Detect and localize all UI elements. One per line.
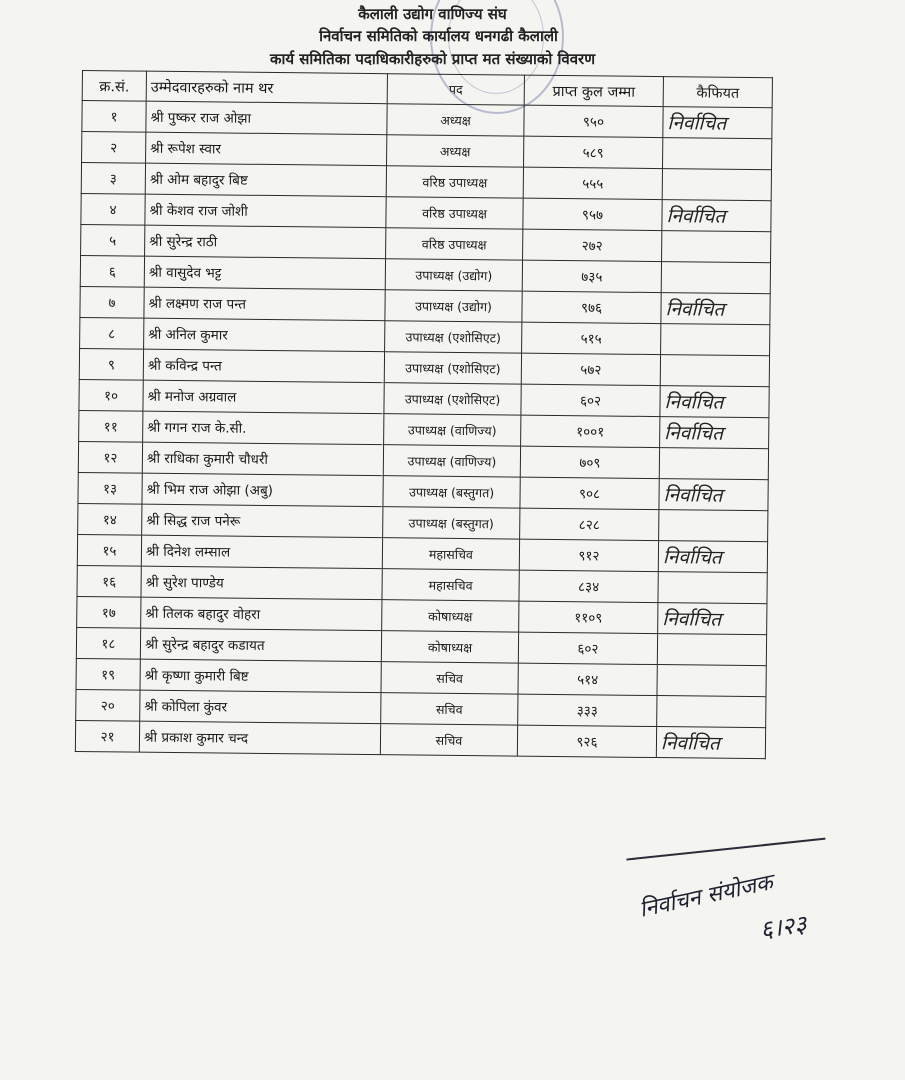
cell-name: श्री ओम बहादुर बिष्ट [145,163,386,197]
cell-votes: ५५५ [523,167,662,199]
results-table [75,70,773,759]
cell-sn: १८ [76,627,140,659]
cell-remark [661,262,770,294]
cell-post: उपाध्यक्ष (एशोसिएट) [385,321,522,353]
cell-votes: ५१४ [518,663,657,695]
cell-name: श्री लक्ष्मण राज पन्त [144,287,385,321]
committee-title: निर्वाचन समितिको कार्यालय धनगढी कैलाली [319,27,558,45]
cell-sn: २० [76,689,140,721]
header-votes: प्राप्त कुल जम्मा [524,75,663,106]
cell-name: श्री अनिल कुमार [144,318,385,352]
cell-sn: १ [82,101,146,133]
cell-votes: ६०२ [521,384,660,416]
cell-post: उपाध्यक्ष (एशोसिएट) [384,352,521,384]
cell-post: सचिव [380,724,517,756]
cell-name: श्री केशव राज जोशी [145,194,386,228]
cell-remark: निर्वाचित [660,417,769,449]
cell-post: उपाध्यक्ष (वाणिज्य) [383,445,520,477]
signature-title: निर्वाचन संयोजक [637,870,775,923]
cell-name: श्री राधिका कुमारी चौधरी [142,442,383,476]
cell-votes: ११०९ [519,601,658,633]
cell-remark [659,510,768,542]
cell-name: श्री सिद्ध राज पनेरू [142,504,383,538]
cell-votes: ९५७ [523,198,662,230]
cell-name: श्री कोपिला कुंवर [140,690,381,724]
cell-votes: ५८९ [524,136,663,168]
cell-sn: ५ [81,224,145,256]
header-remarks: कैफियत [663,77,772,108]
cell-remark: निर्वाचित [660,386,769,418]
header-sn: क्र.सं. [82,71,146,102]
cell-remark: निर्वाचित [661,293,770,325]
cell-remark [661,324,770,356]
cell-sn: ७ [80,286,144,318]
cell-votes: ६०२ [518,632,657,664]
cell-sn: १९ [76,658,140,690]
cell-post: महासचिव [382,538,519,570]
cell-name: श्री कविन्द्र पन्त [143,349,384,383]
cell-votes: ९५० [524,105,663,137]
cell-sn: ९ [79,348,143,380]
cell-post: महासचिव [382,569,519,601]
cell-votes: ८३४ [519,570,658,602]
document-title: कार्य समितिका पदाधिकारीहरुको प्राप्त मत संख्याको विवरण [269,50,596,68]
cell-votes: ९७६ [522,291,661,323]
cell-remark [662,169,771,201]
cell-post: अध्यक्ष [387,104,524,136]
cell-remark [659,448,768,480]
cell-sn: ३ [81,163,145,195]
cell-sn: १४ [78,503,142,535]
cell-votes: ५७२ [521,353,660,385]
cell-remark [657,634,766,666]
cell-name: श्री प्रकाश कुमार चन्द [139,721,380,755]
cell-post: सचिव [381,693,518,725]
cell-name: श्री वासुदेव भट्ट [144,256,385,290]
cell-votes: ३३३ [518,694,657,726]
signature-date: ६।२३ [758,909,809,945]
cell-remark: निर्वाचित [659,479,768,511]
cell-post: अध्यक्ष [387,135,524,167]
org-title: कैलाली उद्योग वाणिज्य संघ [358,5,507,23]
cell-votes: १००१ [521,415,660,447]
cell-votes: ७०९ [520,446,659,478]
cell-post: उपाध्यक्ष (उद्योग) [385,259,522,291]
cell-votes: ९१२ [519,539,658,571]
cell-name: श्री सुरेन्द्र राठी [145,225,386,259]
cell-name: श्री कृष्णा कुमारी बिष्ट [140,659,381,693]
cell-votes: २७२ [523,229,662,261]
cell-remark [662,231,771,263]
cell-votes: ८२८ [520,508,659,540]
cell-sn: ४ [81,193,145,225]
cell-sn: ६ [80,255,144,287]
cell-name: श्री भिम राज ओझा (अबु) [142,473,383,507]
cell-remark: निर्वाचित [663,107,772,139]
cell-votes: ९०८ [520,477,659,509]
cell-remark: निर्वाचित [658,603,767,635]
cell-post: उपाध्यक्ष (एशोसिएट) [384,383,521,415]
table-row [75,720,765,758]
cell-votes: ९२६ [517,725,656,757]
cell-name: श्री गगन राज के.सी. [143,411,384,445]
cell-sn: २१ [75,720,139,752]
cell-sn: १२ [78,441,142,473]
cell-remark [658,572,767,604]
cell-post: उपाध्यक्ष (बस्तुगत) [383,507,520,539]
cell-remark [662,138,771,170]
cell-name: श्री मनोज अग्रवाल [143,380,384,414]
cell-name: श्री दिनेश लम्साल [141,535,382,569]
cell-remark: निर्वाचित [658,541,767,573]
cell-name: श्री सुरेश पाण्डेय [141,566,382,600]
cell-remark [660,355,769,387]
cell-post: वरिष्ठ उपाध्यक्ष [386,228,523,260]
cell-name: श्री रूपेश स्वार [146,132,387,166]
cell-sn: १३ [78,472,142,504]
cell-sn: ८ [80,317,144,349]
cell-sn: १० [79,379,143,411]
cell-name: श्री सुरेन्द्र बहादुर कडायत [140,628,381,662]
cell-post: कोषाध्यक्ष [381,631,518,663]
header-name: उम्मेदवारहरुको नाम थर [146,71,387,104]
cell-post: सचिव [381,662,518,694]
cell-post: उपाध्यक्ष (उद्योग) [385,290,522,322]
cell-post: उपाध्यक्ष (बस्तुगत) [383,476,520,508]
cell-sn: १६ [77,565,141,597]
cell-votes: ५१५ [522,322,661,354]
cell-remark: निर्वाचित [662,200,771,232]
cell-sn: १५ [77,534,141,566]
cell-post: वरिष्ठ उपाध्यक्ष [386,197,523,229]
header-post: पद [387,74,524,105]
cell-post: उपाध्यक्ष (वाणिज्य) [384,414,521,446]
cell-name: श्री पुष्कर राज ओझा [146,101,387,135]
cell-remark: निर्वाचित [656,727,765,759]
cell-remark [657,696,766,728]
cell-sn: १७ [77,596,141,628]
cell-sn: २ [82,132,146,164]
cell-name: श्री तिलक बहादुर वोहरा [141,597,382,631]
cell-post: वरिष्ठ उपाध्यक्ष [386,166,523,198]
cell-votes: ७३५ [522,260,661,292]
cell-sn: ११ [79,410,143,442]
cell-remark [657,665,766,697]
cell-post: कोषाध्यक्ष [382,600,519,632]
